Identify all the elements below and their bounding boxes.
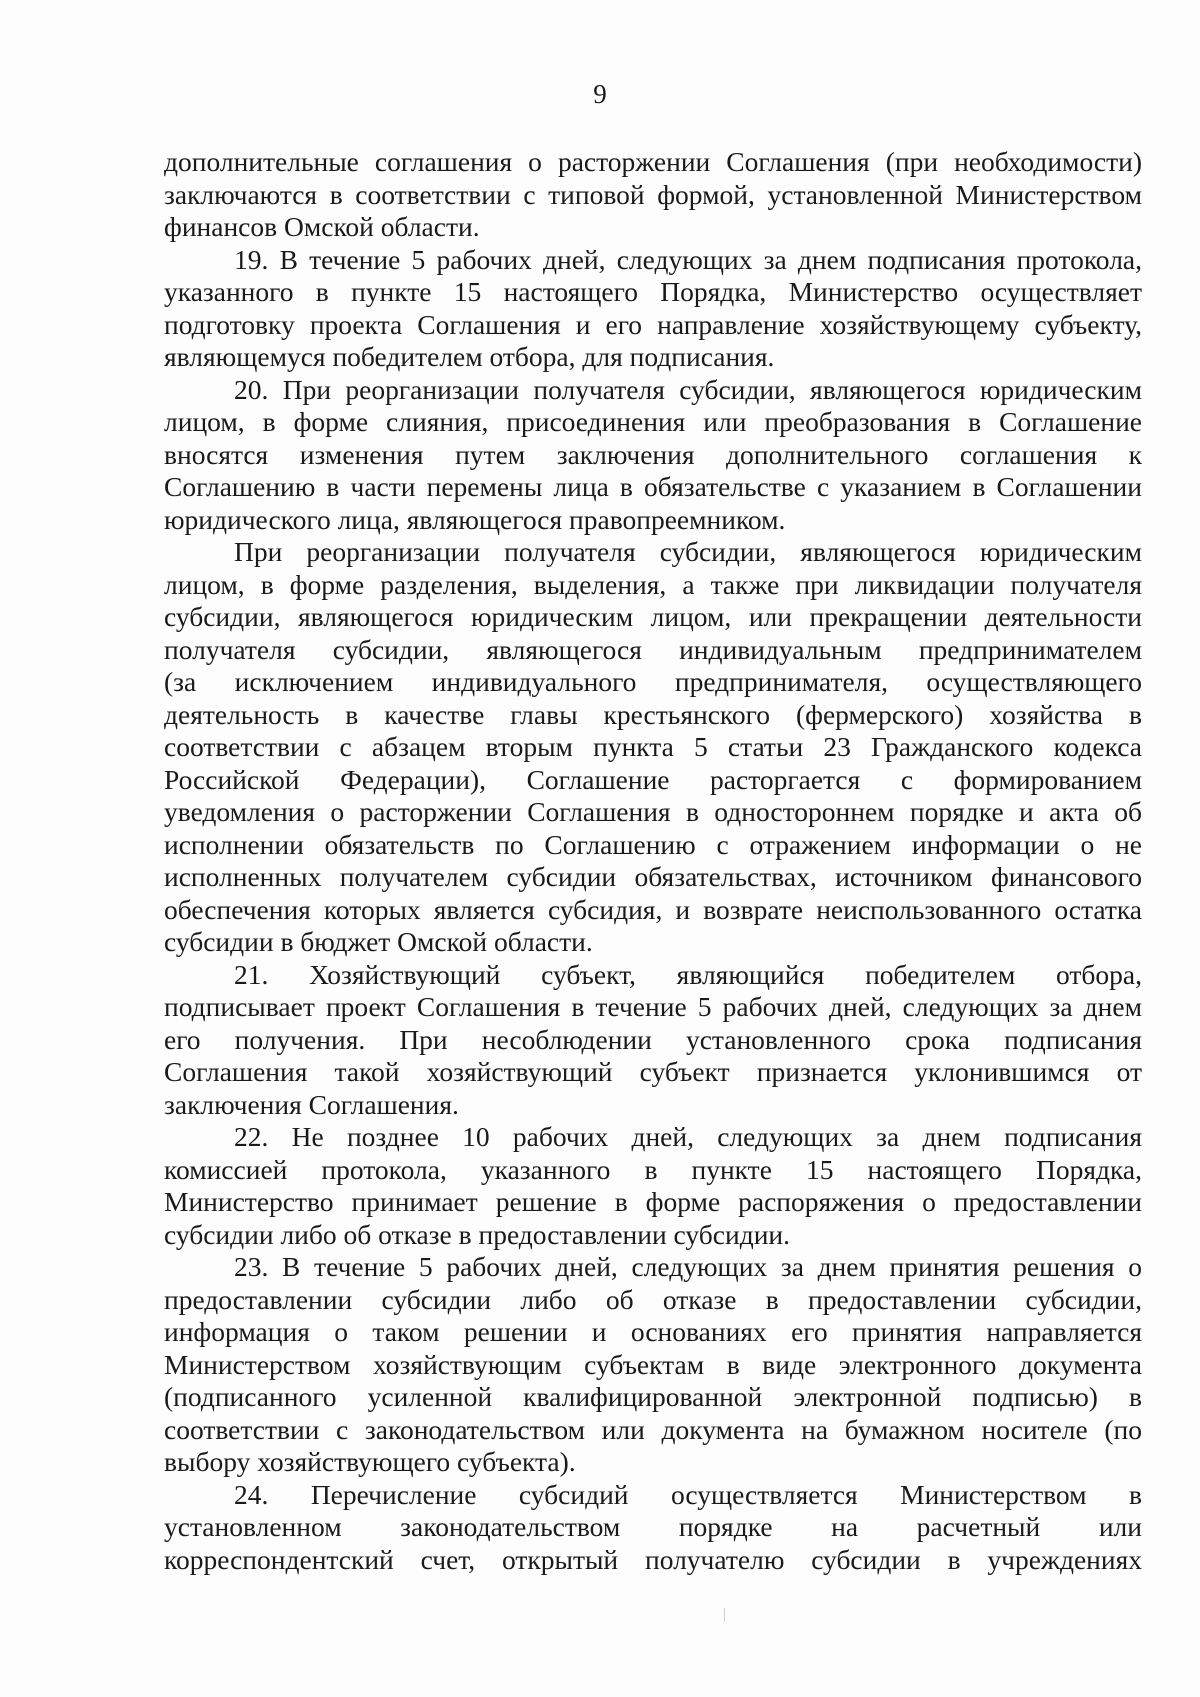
text-line: вносятся изменения путем заключения дополнительного соглашения к [164, 438, 1142, 470]
text-line: Соглашения такой хозяйствующий субъект признается уклонившимся от [164, 1056, 1142, 1087]
text-line: установленном законодательством порядке на расчетный или [164, 1511, 1142, 1542]
text-line: лицом, в форме разделения, выделения, а также при ликвидации получателя [164, 568, 1142, 600]
text-line: выбору хозяйствующего субъекта). [164, 1446, 576, 1477]
text-line: 22. Не позднее 10 рабочих дней, следующих за днем подписания [234, 1121, 1142, 1152]
text-line: 24. Перечисление субсидий осуществляется Министерством в [234, 1478, 1142, 1510]
text-line: исполненных получателем субсидии обязательствах, источником финансового [164, 861, 1142, 892]
text-line: субсидии в бюджет Омской области. [164, 926, 593, 957]
text-line: При реорганизации получателя субсидии, являющегося юридическим [234, 536, 1142, 567]
text-line: предоставлении субсидии либо об отказе в предоставлении субсидии, [164, 1283, 1142, 1315]
text-line: 23. В течение 5 рабочих дней, следующих за днем принятия решения о [234, 1251, 1142, 1282]
text-line: 21. Хозяйствующий субъект, являющийся победителем отбора, [234, 958, 1142, 990]
text-line: обеспечения которых является субсидия, и возврате неиспользованного остатка [164, 893, 1142, 925]
text-line: комиссией протокола, указанного в пункте 15 настоящего Порядка, [164, 1153, 1142, 1185]
text-line: исполнении обязательств по Соглашению с отражением информации о не [164, 828, 1142, 860]
text-line: финансов Омской области. [164, 211, 480, 242]
text-line: Министерством хозяйствующим субъектам в виде электронного документа [164, 1348, 1142, 1380]
text-line: подписывает проект Соглашения в течение 5 рабочих дней, следующих за днем [164, 991, 1142, 1022]
text-line: деятельность в качестве главы крестьянского (фермерского) хозяйства в [164, 698, 1142, 730]
text-line: субсидии либо об отказе в предоставлении субсидии. [164, 1218, 791, 1250]
page-number: 9 [593, 79, 607, 109]
text-line: корреспондентский счет, открытый получателю субсидии в учреждениях [164, 1543, 1142, 1575]
text-line: заключения Соглашения. [164, 1088, 459, 1120]
text-line: уведомления о расторжении Соглашения в одностороннем порядке и акта об [164, 796, 1142, 827]
scan-mark [724, 1608, 725, 1622]
text-line: подготовку проекта Соглашения и его направление хозяйствующему субъекту, [164, 308, 1142, 340]
text-line: субсидии, являющегося юридическим лицом, или прекращении деятельности [164, 601, 1142, 632]
text-line: Министерство принимает решение в форме распоряжения о предоставлении [164, 1186, 1142, 1217]
text-line: юридического лица, являющегося правопреемником. [164, 503, 786, 535]
text-line: соответствии с абзацем вторым пункта 5 статьи 23 Гражданского кодекса [164, 731, 1142, 762]
text-line: Российской Федерации), Соглашение расторгается с формированием [164, 763, 1142, 795]
text-line: лицом, в форме слияния, присоединения или преобразования в Соглашение [164, 406, 1142, 437]
text-line: 20. При реорганизации получателя субсидии, являющегося юридическим [234, 373, 1142, 405]
text-line: являющемуся победителем отбора, для подписания. [164, 341, 775, 372]
document-body [164, 146, 1142, 1576]
text-line: Соглашению в части перемены лица в обязательстве с указанием в Соглашении [164, 471, 1142, 502]
text-line: информация о таком решении и основаниях его принятия направляется [164, 1316, 1142, 1347]
text-line: указанного в пункте 15 настоящего Порядка, Министерство осуществляет [164, 276, 1142, 307]
text-line: дополнительные соглашения о расторжении Соглашения (при необходимости) [164, 146, 1142, 177]
text-line: (подписанного усиленной квалифицированной электронной подписью) в [164, 1381, 1142, 1412]
text-line: 19. В течение 5 рабочих дней, следующих за днем подписания протокола, [234, 243, 1142, 275]
text-line: получателя субсидии, являющегося индивидуальным предпринимателем [164, 633, 1142, 665]
text-line: (за исключением индивидуального предпринимателя, осуществляющего [164, 666, 1142, 697]
text-line: соответствии с законодательством или документа на бумажном носителе (по [164, 1413, 1142, 1445]
text-line: его получения. При несоблюдении установленного срока подписания [164, 1023, 1142, 1055]
text-line: заключаются в соответствии с типовой формой, установленной Министерством [164, 178, 1142, 210]
